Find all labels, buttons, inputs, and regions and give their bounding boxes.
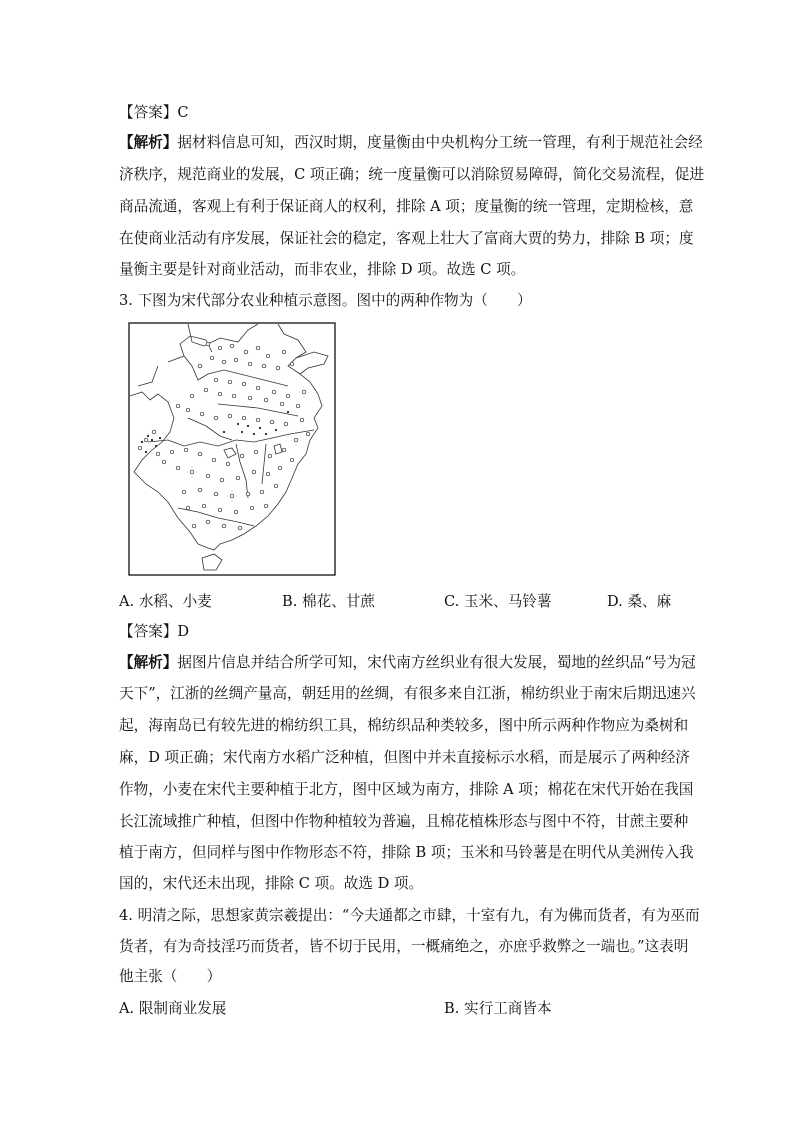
q3-stem: 3. 下图为宋代部分农业种植示意图。图中的两种作物为（ ） — [119, 292, 532, 309]
q3-analysis-line-1: 【解析】据图片信息并结合所学可知，宋代南方丝织业有很大发展，蜀地的丝织品“号为冠 — [119, 654, 696, 671]
q2-analysis-label: 【解析】 — [119, 134, 178, 151]
q3-answer: 【答案】D — [119, 623, 190, 640]
q3-analysis-label: 【解析】 — [119, 654, 178, 671]
q4-stem-line-3: 他主张（ ） — [119, 968, 222, 985]
q3-analysis-line-5: 作物，小麦在宋代主要种植于北方，图中区域为南方，排除 A 项；棉花在宋代开始在我国 — [119, 781, 694, 798]
q2-analysis-line-5: 量衡主要是针对商业活动，而非农业，排除 D 项。故选 C 项。 — [119, 261, 526, 278]
q3-option-d: D. 桑、麻 — [607, 593, 672, 610]
q3-analysis-line-8: 国的，宋代还未出现，排除 C 项。故选 D 项。 — [119, 875, 424, 892]
q3-analysis-line-6: 长江流域推广种植，但图中作物种植较为普遍，且棉花植株形态与图中不符，甘蔗主要种 — [119, 813, 689, 830]
q4-option-a: A. 限制商业发展 — [119, 1000, 227, 1017]
q3-option-c: C. 玉米、马铃薯 — [444, 593, 552, 610]
q3-analysis-line-4: 麻，D 项正确；宋代南方水稻广泛种植，但图中并未直接标示水稻，而是展示了两种经济 — [119, 749, 690, 766]
q3-analysis-line-3: 起，海南岛已有较先进的棉纺织工具，棉纺织品种类较多，图中所示两种作物应为桑树和 — [119, 717, 689, 734]
q3-option-b: B. 棉花、甘蔗 — [282, 593, 375, 610]
q2-analysis-line-2: 济秩序，规范商业的发展，C 项正确；统一度量衡可以消除贸易障碍，简化交易流程，促进 — [119, 166, 704, 183]
q4-stem-line-1: 4. 明清之际，思想家黄宗羲提出：“今夫通都之市肆，十室有九，有为佛而货者，有为巫而 — [119, 907, 700, 924]
q2-answer: 【答案】C — [119, 104, 189, 121]
q4-stem-line-2: 货者，有为奇技淫巧而货者，皆不切于民用，一概痛绝之，亦庶乎救弊之一端也。”这表明 — [119, 938, 689, 955]
q3-analysis-line-7: 植于南方，但同样与图中作物形态不符，排除 B 项；玉米和马铃薯是在明代从美洲传入我 — [119, 844, 694, 861]
q3-analysis-line-2: 天下”，江浙的丝绸产量高，朝廷用的丝绸，有很多来自江浙，棉纺织业于南宋后期迅速兴 — [119, 685, 696, 702]
q2-analysis-line-1: 【解析】据材料信息可知，西汉时期，度量衡由中央机构分工统一管理，有利于规范社会经 — [119, 134, 703, 151]
q2-analysis-line-3: 商品流通，客观上有利于保证商人的权利，排除 A 项；度量衡的统一管理，定期检核，意 — [119, 198, 694, 215]
q4-option-b: B. 实行工商皆本 — [444, 1000, 552, 1017]
q2-analysis-line-4: 在使商业活动有序发展，保证社会的稳定，客观上壮大了富商大贾的势力，排除 B 项；度 — [119, 230, 694, 247]
q3-option-a: A. 水稻、小麦 — [119, 593, 212, 610]
song-agriculture-map — [128, 322, 336, 576]
